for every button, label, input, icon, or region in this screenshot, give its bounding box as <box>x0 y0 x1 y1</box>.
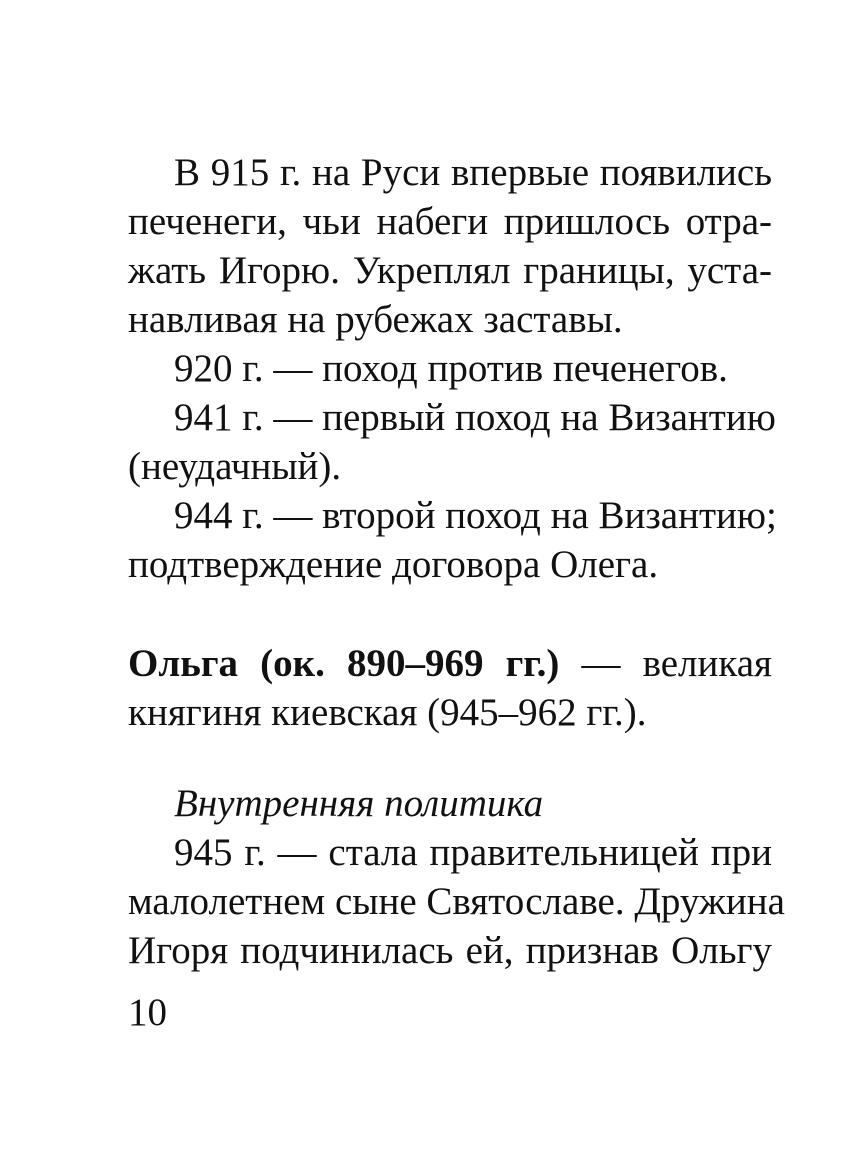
text-line: (неудачный). <box>128 445 342 488</box>
page-body <box>128 148 785 975</box>
text-line: навливая на рубежах заставы. <box>128 298 623 341</box>
page-number: 10 <box>128 991 167 1034</box>
text-line: 941 г. — первый поход на Византию <box>174 396 776 439</box>
spacer <box>128 737 772 779</box>
heading-line-2: княгиня киевская (945–962 гг.). <box>128 691 647 734</box>
text-line: жать Игорю. Укреплял границы, уста- <box>128 249 772 292</box>
text-line: малолетнем сыне Святославе. Дружина <box>128 880 785 923</box>
text-line: В 915 г. на Руси впервые появились <box>174 151 772 194</box>
text-line: печенеги, чьи набеги пришлось отра- <box>128 200 772 243</box>
heading-line <box>128 639 772 688</box>
section-title: Внутренняя политика <box>174 782 544 825</box>
heading-bold: Ольга (ок. 890–969 гг.) <box>128 642 560 685</box>
text-line: 920 г. — поход против печенегов. <box>174 347 728 390</box>
text-line: Игоря подчинилась ей, признав Ольгу <box>128 929 772 972</box>
heading-rest: — великая <box>581 642 772 685</box>
text-line: подтверждение договора Олега. <box>128 543 659 586</box>
spacer <box>128 589 772 639</box>
text-line: 944 г. — второй поход на Византию; <box>174 494 777 537</box>
text-line: 945 г. — стала правительницей при <box>174 831 772 874</box>
